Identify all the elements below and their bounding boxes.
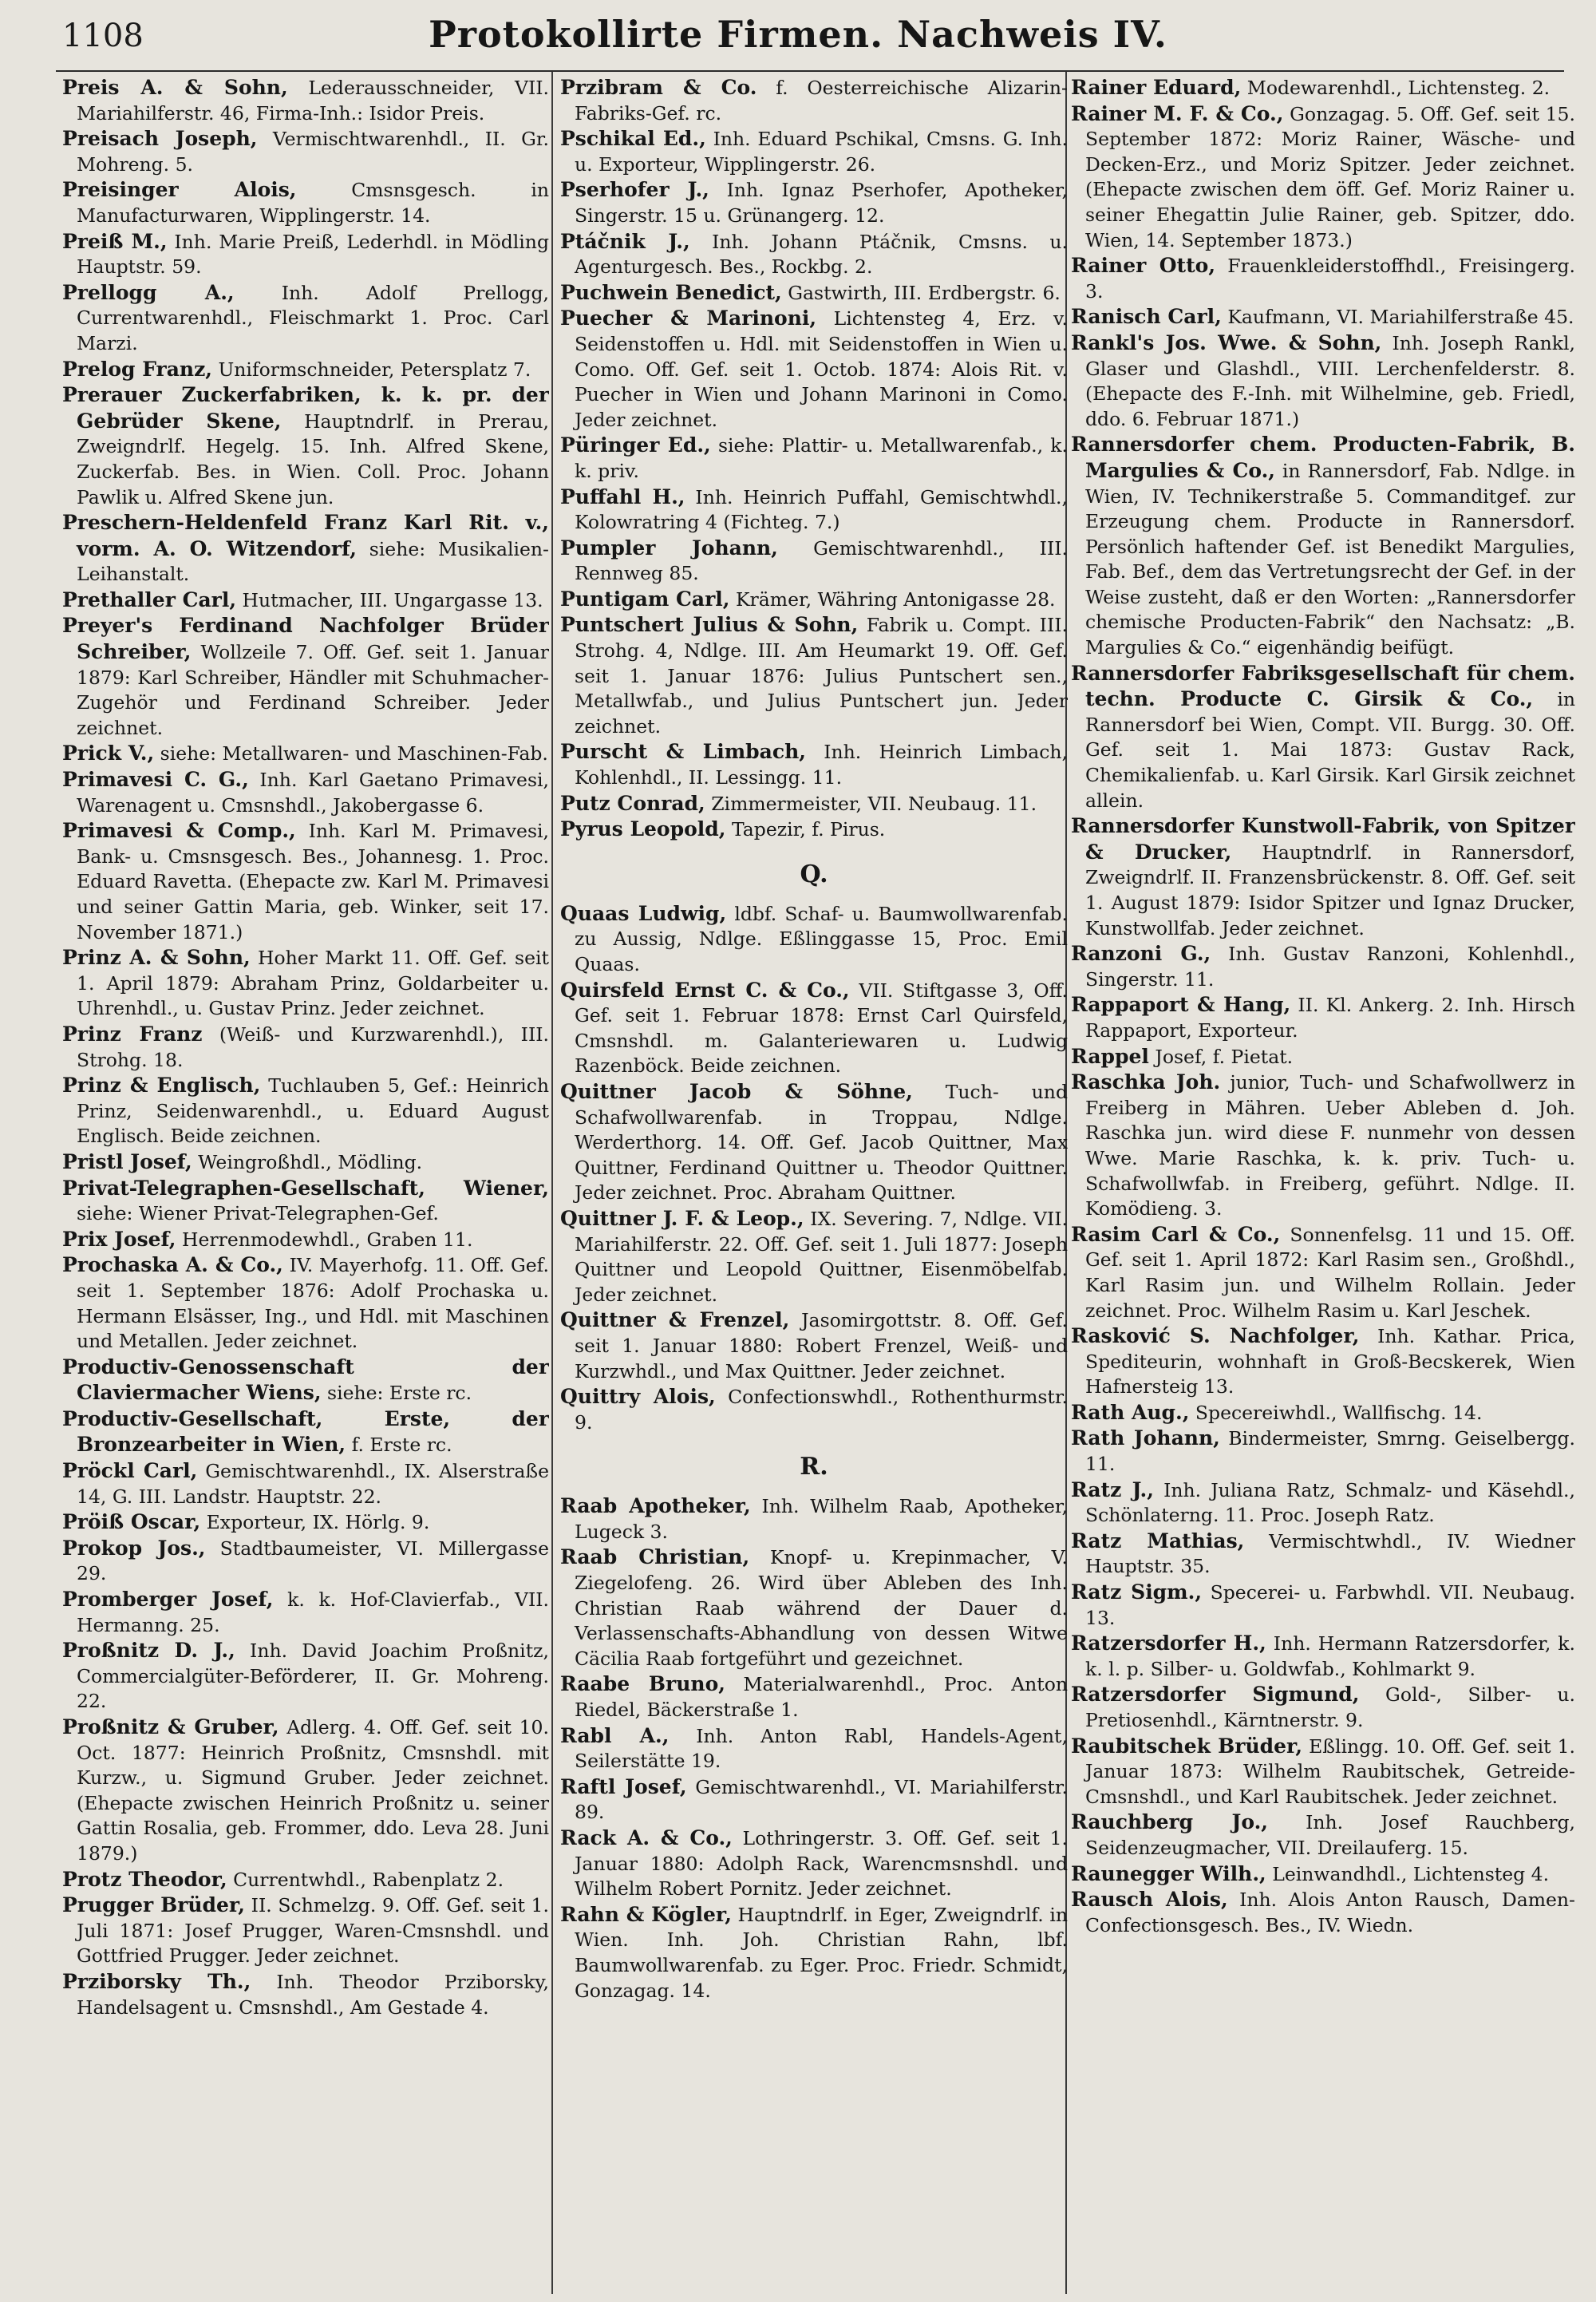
firm-details: Inh. Ignaz Pserhofer, Apotheker, Singerstr. 15 u. Grünangerg. 12. bbox=[575, 179, 1068, 227]
firm-entry bbox=[62, 1149, 549, 1176]
firm-entry bbox=[560, 739, 1068, 790]
firm-name: Raftl Josef, bbox=[560, 1774, 687, 1798]
firm-entry bbox=[62, 818, 549, 945]
firm-name: Pserhofer J., bbox=[560, 178, 709, 202]
firm-name: Prelog Franz, bbox=[62, 357, 212, 381]
firm-name: Puntschert Julius & Sohn, bbox=[560, 613, 859, 637]
firm-details: Inh. Wilhelm Raab, Apotheker, Lugeck 3. bbox=[575, 1495, 1068, 1543]
firm-name: Privat-Telegraphen-Gesellschaft, Wiener, bbox=[62, 1176, 549, 1200]
firm-name: Rannersdorfer Kunstwoll-Fabrik, von Spitzer & Drucker, bbox=[1071, 814, 1575, 864]
firm-name: Preyer's Ferdinand Nachfolger Brüder Schreiber, bbox=[62, 614, 549, 664]
firm-details: Bindermeister, Smrng. Geiselbergg. 11. bbox=[1085, 1427, 1575, 1476]
firm-details: Materialwarenhdl., Proc. Anton Riedel, Bäckerstraße 1. bbox=[575, 1673, 1068, 1722]
firm-name: Purscht & Limbach, bbox=[560, 740, 806, 764]
firm-name: Quittner J. F. & Leop., bbox=[560, 1206, 804, 1230]
firm-details: Exporteur, IX. Hörlg. 9. bbox=[206, 1511, 430, 1534]
firm-name: Primavesi & Comp., bbox=[62, 819, 296, 843]
firm-name: Ranzoni G., bbox=[1071, 942, 1211, 966]
firm-entry bbox=[1071, 432, 1575, 660]
firm-name: Rahn & Kögler, bbox=[560, 1902, 732, 1926]
firm-details: Inh. Marie Preiß, Lederhdl. in Mödling Hauptstr. 59. bbox=[77, 230, 549, 279]
firm-entry bbox=[560, 1825, 1068, 1902]
firm-details: Gonzagag. 5. Off. Gef. seit 15. September 1872: Moriz Rainer, Wäsche- und Decken-Erz., und Moriz Spitzer. Jeder zeichnet. (Ehepacte zwischen dem öff. Gef. Moriz Rainer u. seiner Ehegattin Julie Rainer, geb. Spitzer, ddo. Wien, 14. September 1873.) bbox=[1085, 102, 1575, 251]
firm-details: f. Oesterreichische Alizarin-Fabriks-Gef. rc. bbox=[575, 77, 1068, 125]
firm-entry bbox=[560, 1545, 1068, 1671]
firm-details: Inh. Karl M. Primavesi, Bank- u. Cmsnsgesch. Bes., Johannesg. 1. Proc. Eduard Ravetta. (Ehepacte zw. Karl M. Primavesi und seiner Gattin Maria, geb. Winker, seit 17. November 1871.) bbox=[77, 820, 549, 943]
firm-entry bbox=[62, 1638, 549, 1715]
firm-details: Stadtbaumeister, VI. Millergasse 29. bbox=[77, 1537, 549, 1585]
firm-details: Zimmermeister, VII. Neubaug. 11. bbox=[711, 792, 1037, 815]
firm-name: Ratzersdorfer Sigmund, bbox=[1071, 1683, 1360, 1707]
firm-details: Eßlingg. 10. Off. Gef. seit 1. Januar 1873: Wilhelm Raubitschek, Getreide-Cmsnshdl., und Karl Raubitschek. Jeder zeichnet. bbox=[1085, 1734, 1575, 1808]
firm-name: Puchwein Benedict, bbox=[560, 280, 782, 304]
firm-details: Inh. Theodor Prziborsky, Handelsagent u. Cmsnshdl., Am Gestade 4. bbox=[77, 1970, 549, 2019]
firm-details: Wollzeile 7. Off. Gef. seit 1. Januar 1879: Karl Schreiber, Händler mit Schuhmacher-Zugehör und Ferdinand Schreiber. Jeder zeichnet. bbox=[77, 641, 549, 739]
firm-entry bbox=[62, 741, 549, 767]
page-title: Protokollirte Firmen. Nachweis IV. bbox=[429, 13, 1167, 56]
firm-details: Tapezir, f. Pirus. bbox=[731, 818, 886, 841]
firm-entry bbox=[560, 1307, 1068, 1384]
firm-details: Inh. Anton Rabl, Handels-Agent, Seilerstätte 19. bbox=[575, 1724, 1068, 1773]
firm-details: siehe: Musikalien-Leihanstalt. bbox=[77, 537, 549, 586]
firm-name: Pumpler Johann, bbox=[560, 536, 778, 560]
firm-entry bbox=[62, 1355, 549, 1406]
firm-name: Quittry Alois, bbox=[560, 1385, 716, 1409]
firm-name: Quittner Jacob & Söhne, bbox=[560, 1079, 913, 1103]
firm-entry bbox=[560, 306, 1068, 433]
firm-details: Modewarenhdl., Lichtensteg. 2. bbox=[1246, 77, 1551, 99]
firm-entry bbox=[560, 1079, 1068, 1206]
firm-entry bbox=[560, 536, 1068, 587]
firm-entry bbox=[1071, 1861, 1575, 1888]
firm-name: Przibram & Co. bbox=[560, 76, 757, 99]
firm-details: Gastwirth, III. Erdbergstr. 6. bbox=[788, 281, 1061, 304]
firm-entry bbox=[62, 1587, 549, 1638]
firm-entry bbox=[1071, 1323, 1575, 1400]
firm-name: Preisinger Alois, bbox=[62, 178, 297, 202]
firm-details: Weingroßhdl., Mödling. bbox=[198, 1150, 423, 1173]
firm-name: Prethaller Carl, bbox=[62, 587, 237, 611]
firm-name: Pschikal Ed., bbox=[560, 127, 706, 151]
firm-entry bbox=[62, 357, 549, 383]
firm-name: Puecher & Marinoni, bbox=[560, 307, 817, 330]
firm-entry bbox=[560, 1493, 1068, 1545]
firm-entry bbox=[1071, 813, 1575, 941]
firm-name: Ratz J., bbox=[1071, 1477, 1154, 1501]
firm-entry bbox=[62, 177, 549, 228]
firm-name: Raubitschek Brüder, bbox=[1071, 1734, 1303, 1758]
firm-details: Gold-, Silber- u. Pretiosenhdl., Kärntnerstr. 9. bbox=[1085, 1683, 1575, 1731]
firm-name: Ptáčnik J., bbox=[560, 229, 690, 253]
firm-name: Proßnitz & Gruber, bbox=[62, 1715, 279, 1738]
firm-details: Fabrik u. Compt. III. Strohg. 4, Ndlge. III. Am Heumarkt 19. Off. Gef. seit 1. Januar 1876: Julius Puntschert sen., Metallwfab., und Julius Puntschert jun. Jeder zeichnet. bbox=[575, 614, 1068, 738]
firm-name: Productiv-Gesellschaft, Erste, der Bronzearbeiter in Wien, bbox=[62, 1406, 549, 1457]
firm-details: Knopf- u. Krepinmacher, V. Ziegelofeng. 26. Wird über Ableben des Inh. Christian Raab während der Dauer d. Verlassenschafts-Abhandlung von dessen Witwe Cäcilia Raab fortgeführt und gezeichnet. bbox=[575, 1546, 1068, 1670]
firm-details: Inh. David Joachim Proßnitz, Commercialgüter-Beförderer, II. Gr. Mohreng. 22. bbox=[77, 1639, 549, 1713]
firm-details: Inh. Alois Anton Rausch, Damen-Confectionsgesch. Bes., IV. Wiedn. bbox=[1085, 1889, 1575, 1936]
firm-name: Rannersdorfer Fabriksgesellschaft für chem. techn. Producte C. Girsik & Co., bbox=[1071, 661, 1575, 711]
column-2 bbox=[560, 75, 1068, 2286]
firm-entry bbox=[560, 75, 1068, 126]
firm-name: Putz Conrad, bbox=[560, 791, 705, 815]
firm-name: Puntigam Carl, bbox=[560, 587, 730, 611]
firm-details: siehe: Metallwaren- und Maschinen-Fab. bbox=[160, 742, 548, 765]
firm-name: Quaas Ludwig, bbox=[560, 901, 727, 925]
firm-name: Protz Theodor, bbox=[62, 1867, 227, 1891]
firm-entry bbox=[62, 1073, 549, 1149]
firm-details: Inh. Heinrich Puffahl, Gemischtwhdl., Kolowratring 4 (Fichteg. 7.) bbox=[575, 485, 1068, 534]
firm-name: Preisach Joseph, bbox=[62, 127, 258, 151]
firm-details: Frauenkleiderstoffhdl., Freisingerg. 3. bbox=[1085, 255, 1575, 303]
firm-entry bbox=[560, 1384, 1068, 1435]
firm-entry bbox=[62, 1969, 549, 2020]
firm-details: II. Schmelzg. 9. Off. Gef. seit 1. Juli 1871: Josef Prugger, Waren-Cmsnshdl. und Gottfried Prugger. Jeder zeichnet. bbox=[77, 1894, 549, 1968]
firm-name: Rausch Alois, bbox=[1071, 1888, 1228, 1912]
firm-name: Ratz Mathias, bbox=[1071, 1529, 1245, 1552]
firm-entry bbox=[62, 1715, 549, 1867]
firm-entry bbox=[560, 126, 1068, 177]
firm-entry bbox=[560, 1774, 1068, 1825]
firm-entry bbox=[560, 1902, 1068, 2003]
firm-entry bbox=[1071, 1810, 1575, 1861]
firm-details: IV. Mayerhofg. 11. Off. Gef. seit 1. September 1876: Adolf Prochaska u. Hermann Elsässer, Ing., und Hdl. mit Maschinen und Metallen. Jeder zeichnet. bbox=[77, 1254, 549, 1353]
firm-name: Rauchberg Jo., bbox=[1071, 1810, 1268, 1834]
firm-name: Rannersdorfer chem. Producten-Fabrik, B. Margulies & Co., bbox=[1071, 433, 1575, 482]
firm-name: Rainer Otto, bbox=[1071, 254, 1216, 278]
firm-entry bbox=[1071, 1044, 1575, 1070]
firm-entry bbox=[1071, 1222, 1575, 1323]
firm-entry bbox=[560, 1671, 1068, 1723]
firm-entry bbox=[62, 1406, 549, 1458]
page-number: 1108 bbox=[62, 18, 144, 54]
firm-name: Prinz A. & Sohn, bbox=[62, 946, 251, 970]
firm-entry bbox=[1071, 1070, 1575, 1222]
column-1 bbox=[62, 75, 549, 2286]
firm-entry bbox=[1071, 304, 1575, 330]
firm-entry bbox=[560, 791, 1068, 817]
firm-details: siehe: Wiener Privat-Telegraphen-Gef. bbox=[77, 1202, 439, 1225]
firm-details: Specerei- u. Farbwhdl. VII. Neubaug. 13. bbox=[1085, 1581, 1575, 1629]
firm-details: II. Kl. Ankerg. 2. Inh. Hirsch Rappaport, Exporteur. bbox=[1085, 994, 1575, 1042]
firm-entry bbox=[1071, 330, 1575, 432]
firm-details: Uniformschneider, Petersplatz 7. bbox=[218, 358, 531, 381]
firm-details: Confectionswhdl., Rothenthurmstr. 9. bbox=[575, 1386, 1068, 1434]
firm-details: Adlerg. 4. Off. Gef. seit 10. Oct. 1877: Heinrich Proßnitz, Cmsnshdl. mit Kurzw., u. Sigmund Gruber. Jeder zeichnet. (Ehepacte zwischen Heinrich Proßnitz u. seiner Gattin Rosalia, geb. Frommer, ddo. Leva 28. Juni 1879.) bbox=[77, 1716, 549, 1865]
firm-entry bbox=[62, 280, 549, 357]
firm-name: Productiv-Genossenschaft der Claviermacher Wiens, bbox=[62, 1355, 549, 1405]
firm-name: Raabe Bruno, bbox=[560, 1672, 725, 1696]
firm-details: Krämer, Währing Antonigasse 28. bbox=[735, 587, 1056, 611]
firm-entry bbox=[1071, 1682, 1575, 1733]
firm-name: Raschka Joh. bbox=[1071, 1070, 1221, 1094]
firm-name: Prerauer Zuckerfabriken, k. k. pr. der Gebrüder Skene, bbox=[62, 383, 549, 433]
firm-name: Rankl's Jos. Wwe. & Sohn, bbox=[1071, 330, 1382, 354]
firm-name: Pröiß Oscar, bbox=[62, 1510, 201, 1534]
firm-entry bbox=[1071, 1426, 1575, 1477]
firm-name: Prziborsky Th., bbox=[62, 1969, 251, 1993]
firm-details: Inh. Adolf Prellogg, Currentwarenhdl., Fleischmarkt 1. Proc. Carl Marzi. bbox=[77, 281, 549, 354]
firm-details: Inh. Gustav Ranzoni, Kohlenhdl., Singerstr. 11. bbox=[1085, 943, 1575, 991]
firm-details: Hauptndrlf. in Eger, Zweigndrlf. in Wien. Inh. Joh. Christian Rahn, lbf. Baumwollwarenfab. zu Eger. Proc. Friedr. Schmidt, Gonzagag. 14. bbox=[575, 1903, 1068, 2002]
page-header bbox=[0, 0, 1596, 72]
firm-name: Rack A. & Co., bbox=[560, 1826, 733, 1849]
firm-details: Hoher Markt 11. Off. Gef. seit 1. April 1879: Abraham Prinz, Goldarbeiter u. Uhrenhdl., u. Gustav Prinz. Jeder zeichnet. bbox=[77, 947, 549, 1020]
firm-details: Inh. Heinrich Limbach, Kohlenhdl., II. Lessingg. 11. bbox=[575, 741, 1068, 789]
firm-entry bbox=[1071, 1734, 1575, 1810]
firm-entry bbox=[62, 382, 549, 510]
firm-name: Prugger Brüder, bbox=[62, 1893, 245, 1917]
firm-details: Specereiwhdl., Wallfischg. 14. bbox=[1195, 1401, 1483, 1424]
firm-name: Pristl Josef, bbox=[62, 1149, 192, 1173]
firm-entry bbox=[560, 1723, 1068, 1774]
firm-details: ldbf. Schaf- u. Baumwollwarenfab. zu Aussig, Ndlge. Eßlinggasse 15, Proc. Emil Quaas. bbox=[575, 902, 1068, 975]
firm-details: f. Erste rc. bbox=[351, 1434, 452, 1457]
firm-entry bbox=[560, 1206, 1068, 1307]
firm-name: Quittner & Frenzel, bbox=[560, 1308, 790, 1332]
firm-entry bbox=[560, 978, 1068, 1079]
firm-details: Cmsnsgesch. in Manufacturwaren, Wipplingerstr. 14. bbox=[77, 179, 549, 227]
firm-name: Prokop Jos., bbox=[62, 1536, 206, 1560]
firm-name: Preis A. & Sohn, bbox=[62, 76, 288, 99]
firm-entry bbox=[62, 767, 549, 818]
firm-entry bbox=[1071, 75, 1575, 101]
firm-details: Herrenmodewhdl., Graben 11. bbox=[181, 1228, 473, 1251]
firm-details: Lederausschneider, VII. Mariahilferstr. 46, Firma-Inh.: Isidor Preis. bbox=[77, 77, 549, 125]
firm-entry bbox=[560, 229, 1068, 280]
firm-entry bbox=[62, 510, 549, 587]
firm-details: siehe: Erste rc. bbox=[327, 1382, 472, 1405]
firm-name: Ratz Sigm., bbox=[1071, 1580, 1203, 1604]
firm-entry bbox=[1071, 992, 1575, 1043]
firm-name: Pröckl Carl, bbox=[62, 1459, 198, 1483]
firm-details: Jasomirgottstr. 8. Off. Gef. seit 1. Januar 1880: Robert Frenzel, Weiß- und Kurzwhdl., und Max Quittner. Jeder zeichnet. bbox=[575, 1309, 1068, 1382]
firm-entry bbox=[560, 587, 1068, 613]
firm-details: Gemischtwarenhdl., IX. Alserstraße 14, G. III. Landstr. Hauptstr. 22. bbox=[77, 1460, 549, 1508]
firm-name: Prix Josef, bbox=[62, 1227, 176, 1251]
firm-details: Leinwandhdl., Lichtensteg 4. bbox=[1272, 1862, 1550, 1885]
firm-details: IX. Severing. 7, Ndlge. VII. Mariahilferstr. 22. Off. Gef. seit 1. Juli 1877: Joseph Quittner und Leopold Quittner, Eisenmöbelfab. Jeder zeichnet. bbox=[575, 1207, 1068, 1306]
firm-details: Gemischtwarenhdl., III. Rennweg 85. bbox=[575, 536, 1068, 585]
firm-entry bbox=[62, 126, 549, 177]
firm-name: Rasković S. Nachfolger, bbox=[1071, 1324, 1360, 1348]
firm-details: in Rannersdorf bei Wien, Compt. VII. Burgg. 30. Off. Gef. seit 1. Mai 1873: Gustav Rack, Chemikalienfab. u. Karl Girsik. Karl Girsik zeichnet allein. bbox=[1085, 688, 1575, 812]
firm-name: Preiß M., bbox=[62, 229, 168, 253]
firm-name: Preschern-Heldenfeld Franz Karl Rit. v., vorm. A. O. Witzendorf, bbox=[62, 511, 549, 560]
firm-entry bbox=[560, 901, 1068, 978]
firm-name: Rath Aug., bbox=[1071, 1400, 1190, 1424]
firm-name: Ratzersdorfer H., bbox=[1071, 1632, 1266, 1655]
firm-entry bbox=[560, 485, 1068, 536]
firm-name: Raab Christian, bbox=[560, 1545, 750, 1569]
firm-entry bbox=[560, 612, 1068, 739]
firm-details: Lichtensteg 4, Erz. v. Seidenstoffen u. Hdl. mit Seidenstoffen in Wien u. Como. Off. Gef. seit 1. Octob. 1874: Alois Rit. v. Puecher in Wien und Johann Marinoni in Como. Jeder zeichnet. bbox=[575, 307, 1068, 431]
firm-entry bbox=[560, 817, 1068, 843]
firm-name: Prellogg A., bbox=[62, 280, 235, 304]
firm-name: Rainer M. F. & Co., bbox=[1071, 101, 1284, 125]
firm-name: Pyrus Leopold, bbox=[560, 817, 726, 841]
firm-details: Hauptndrlf. in Rannersdorf, Zweigndrlf. II. Franzensbrückenstr. 8. Off. Gef. seit 1. August 1879: Isidor Spitzer und Ignaz Drucker, Kunstwollfab. Jeder zeichnet. bbox=[1085, 841, 1575, 939]
firm-name: Proßnitz D. J., bbox=[62, 1639, 235, 1663]
firm-entry bbox=[1071, 1631, 1575, 1682]
firm-name: Prinz Franz bbox=[62, 1022, 203, 1046]
firm-details: Inh. Karl Gaetano Primavesi, Warenagent u. Cmsnshdl., Jakobergasse 6. bbox=[77, 769, 549, 817]
section-letter: Q. bbox=[800, 860, 828, 888]
firm-entry bbox=[1071, 1400, 1575, 1426]
firm-entry bbox=[62, 613, 549, 741]
firm-details: in Rannersdorf, Fab. Ndlge. in Wien, IV. Technikerstraße 5. Commanditgef. zur Erzeugung chem. Producte in Rannersdorf. Persönlich haftender Gef. ist Benedikt Margulies, Fab. Bef., dem das Vertretungsrecht der Gef. in der Weise zusteht, daß er den Worten: „Rannersdorfer chemische Producten-Fabrik“ den Nachsatz: „B. Margulies & Co.“ eigenhändig beifügt. bbox=[1085, 459, 1575, 659]
firm-details: Inh. Josef Rauchberg, Seidenzeugmacher, VII. Dreilauferg. 15. bbox=[1085, 1811, 1575, 1859]
firm-details: Kaufmann, VI. Mariahilferstraße 45. bbox=[1227, 306, 1574, 329]
firm-details: k. k. Hof-Clavierfab., VII. Hermanng. 25. bbox=[77, 1588, 549, 1636]
firm-details: siehe: Plattir- u. Metallwarenfab., k. k. priv. bbox=[575, 434, 1068, 482]
firm-details: junior, Tuch- und Schafwollwerz in Freiberg in Mähren. Ueber Ableben d. Joh. Raschka jun. wird diese F. nunmehr von dessen Wwe. Marie Raschka, k. k. priv. Tuch- u. Schafwollwfab. in Freiberg, geführt. Ndlge. II. Komödieng. 3. bbox=[1085, 1071, 1575, 1220]
firm-name: Ranisch Carl, bbox=[1071, 305, 1222, 329]
firm-name: Rath Johann, bbox=[1071, 1426, 1220, 1450]
firm-name: Raab Apotheker, bbox=[560, 1494, 751, 1518]
firm-details: Inh. Eduard Pschikal, Cmsns. G. Inh. u. Exporteur, Wipplingerstr. 26. bbox=[575, 128, 1068, 176]
firm-entry bbox=[62, 229, 549, 280]
firm-name: Prick V., bbox=[62, 742, 155, 765]
firm-details: Hutmacher, III. Ungargasse 13. bbox=[242, 588, 543, 611]
firm-name: Prinz & Englisch, bbox=[62, 1074, 261, 1098]
firm-details: Hauptndrlf. in Prerau, Zweigndrlf. Hegelg. 15. Inh. Alfred Skene, Zuckerfab. Bes. in Wien. Coll. Proc. Johann Pawlik u. Alfred Skene jun. bbox=[77, 409, 549, 508]
firm-name: Puffahl H., bbox=[560, 485, 685, 508]
firm-entry bbox=[62, 1509, 549, 1536]
firm-name: Rainer Eduard, bbox=[1071, 76, 1242, 99]
firm-details: Inh. Kathar. Prica, Spediteurin, wohnhaft in Groß-Becskerek, Wien Hafnersteig 13. bbox=[1085, 1325, 1575, 1398]
firm-name: Rabl A., bbox=[560, 1723, 670, 1747]
firm-entry bbox=[62, 1867, 549, 1893]
firm-entry bbox=[62, 75, 549, 126]
header-rule bbox=[56, 70, 1564, 72]
firm-details: Tuchlauben 5, Gef.: Heinrich Prinz, Seidenwarenhdl., u. Eduard August Englisch. Beide zeichnen. bbox=[77, 1074, 549, 1148]
firm-entry bbox=[62, 587, 549, 614]
firm-details: Inh. Johann Ptáčnik, Cmsns. u. Agenturgesch. Bes., Rockbg. 2. bbox=[575, 230, 1068, 279]
firm-entry bbox=[62, 1536, 549, 1587]
firm-entry bbox=[560, 433, 1068, 484]
firm-name: Prochaska A. & Co., bbox=[62, 1253, 283, 1277]
firm-details: (Weiß- und Kurzwarenhdl.), III. Strohg. 18. bbox=[77, 1022, 549, 1071]
firm-entry bbox=[1071, 1477, 1575, 1529]
firm-entry bbox=[560, 280, 1068, 307]
firm-details: VII. Stiftgasse 3, Off. Gef. seit 1. Februar 1878: Ernst Carl Quirsfeld, Cmsnshdl. m. Galanteriewaren u. Ludwig Razenböck. Beide zeichnen. bbox=[575, 979, 1068, 1078]
firm-entry bbox=[62, 1227, 549, 1253]
firm-name: Rasim Carl & Co., bbox=[1071, 1222, 1281, 1246]
firm-entry bbox=[62, 1022, 549, 1073]
firm-details: Sonnenfelsg. 11 und 15. Off. Gef. seit 1. April 1872: Karl Rasim sen., Großhdl., Karl Rasim jun. und Wilhelm Rollain. Jeder zeichnet. Proc. Wilhelm Rasim u. Karl Jeschek. bbox=[1085, 1223, 1575, 1322]
firm-entry bbox=[1071, 661, 1575, 814]
firm-entry bbox=[1071, 1529, 1575, 1580]
firm-entry bbox=[1071, 941, 1575, 992]
firm-details: Currentwhdl., Rabenplatz 2. bbox=[233, 1868, 504, 1891]
firm-details: Gemischtwarenhdl., VI. Mariahilferstr. 89. bbox=[575, 1775, 1068, 1824]
firm-name: Raunegger Wilh., bbox=[1071, 1861, 1266, 1885]
firm-details: Inh. Joseph Rankl, Glaser und Glashdl., VIII. Lerchenfelderstr. 8. (Ehepacte des F.-Inh. mit Wilhelmine, geb. Friedl, ddo. 6. Februar 1871.) bbox=[1085, 331, 1575, 430]
firm-entry bbox=[1071, 1887, 1575, 1938]
firm-entry bbox=[62, 1893, 549, 1969]
firm-entry bbox=[62, 945, 549, 1022]
firm-entry bbox=[62, 1458, 549, 1509]
firm-name: Primavesi C. G., bbox=[62, 768, 249, 792]
firm-name: Rappaport & Hang, bbox=[1071, 993, 1291, 1017]
firm-details: Lothringerstr. 3. Off. Gef. seit 1. Januar 1880: Adolph Rack, Warencmsnshdl. und Wilhelm Robert Pornitz. Jeder zeichnet. bbox=[575, 1827, 1068, 1901]
firm-details: Inh. Juliana Ratz, Schmalz- und Käsehdl., Schönlaterng. 11. Proc. Joseph Ratz. bbox=[1085, 1478, 1575, 1527]
firm-name: Rappel bbox=[1071, 1044, 1149, 1068]
firm-details: Inh. Hermann Ratzersdorfer, k. k. l. p. Silber- u. Goldwfab., Kohlmarkt 9. bbox=[1085, 1632, 1575, 1680]
firm-entry bbox=[560, 177, 1068, 228]
firm-details: Vermischtwarenhdl., II. Gr. Mohreng. 5. bbox=[77, 128, 549, 176]
firm-name: Quirsfeld Ernst C. & Co., bbox=[560, 978, 850, 1002]
firm-details: Vermischtwhdl., IV. Wiedner Hauptstr. 35. bbox=[1085, 1529, 1575, 1578]
firm-entry bbox=[62, 1252, 549, 1354]
firm-name: Püringer Ed., bbox=[560, 433, 711, 457]
firm-entry bbox=[1071, 101, 1575, 254]
firm-entry bbox=[62, 1176, 549, 1227]
firm-entry bbox=[1071, 253, 1575, 304]
section-letter: R. bbox=[800, 1453, 828, 1481]
column-3 bbox=[1071, 75, 1575, 2286]
firm-details: Josef, f. Pietat. bbox=[1155, 1045, 1294, 1068]
firm-details: Tuch- und Schafwollwarenfab. in Troppau, Ndlge. Werderthorg. 14. Off. Gef. Jacob Quittner, Max Quittner, Ferdinand Quittner u. Theodor Quittner. Jeder zeichnet. Proc. Abraham Quittner. bbox=[575, 1080, 1068, 1204]
firm-entry bbox=[1071, 1580, 1575, 1631]
column-divider bbox=[551, 72, 553, 2294]
firm-name: Promberger Josef, bbox=[62, 1588, 274, 1612]
